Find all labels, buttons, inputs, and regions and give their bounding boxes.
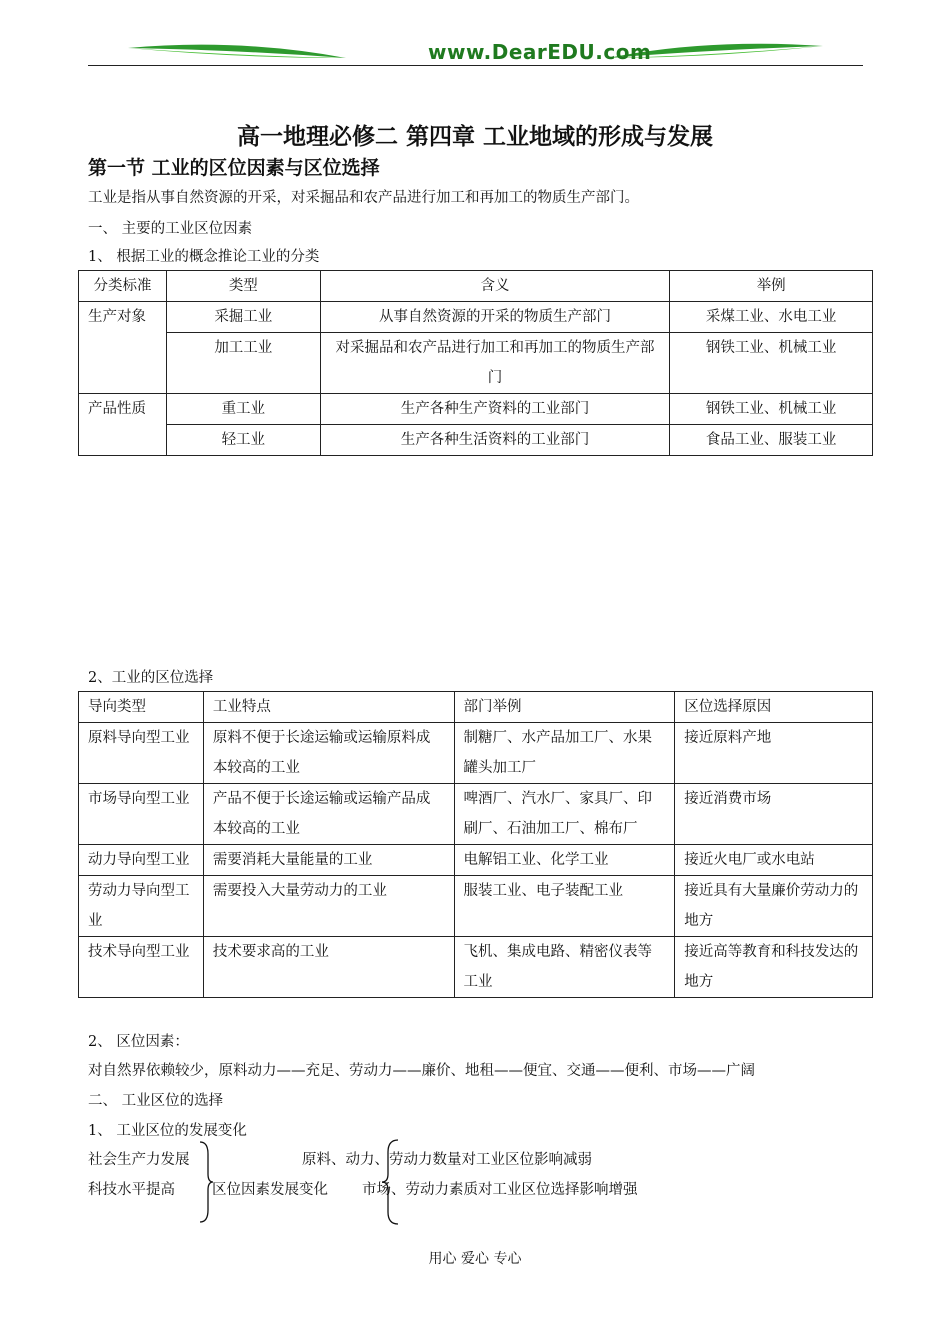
table-header-row (79, 271, 873, 302)
table-cell: 接近原料产地 (675, 723, 873, 784)
table-row (79, 845, 873, 876)
table-cell: 产品不便于长途运输或运输产品成本较高的工业 (203, 784, 454, 845)
table-cell: 劳动力导向型工业 (79, 876, 204, 937)
page-title: 高一地理必修二 第四章 工业地域的形成与发展 (236, 123, 713, 150)
table-cell: 制糖厂、水产品加工厂、水果罐头加工厂 (454, 723, 675, 784)
table-cell: 动力导向型工业 (79, 845, 204, 876)
heading-development-change: 1、 工业区位的发展变化 (88, 1123, 247, 1139)
table-cell: 钢铁工业、机械工业 (670, 394, 873, 425)
table-cell: 对采掘品和农产品进行加工和再加工的物质生产部门 (320, 333, 670, 394)
table-cell: 服装工业、电子装配工业 (454, 876, 675, 937)
table-cell: 接近具有大量廉价劳动力的地方 (675, 876, 873, 937)
intro-paragraph: 工业是指从事自然资源的开采，对采掘品和农产品进行加工和再加工的物质生产部门。 (88, 190, 639, 206)
table-row (79, 876, 873, 937)
table-cell: 技术要求高的工业 (203, 937, 454, 998)
heading-location-choice: 2、工业的区位选择 (88, 670, 214, 686)
table-row (79, 425, 873, 456)
table-cell: 食品工业、服装工业 (670, 425, 873, 456)
heading-location-selection: 二、 工业区位的选择 (88, 1093, 224, 1109)
table-cell: 啤酒厂、汽水厂、家具厂、印刷厂、石油加工厂、棉布厂 (454, 784, 675, 845)
table-cell: 采掘工业 (166, 302, 320, 333)
table-row (79, 333, 873, 394)
table-cell: 钢铁工业、机械工业 (670, 333, 873, 394)
table-header-cell: 工业特点 (203, 692, 454, 723)
table-header-row (79, 692, 873, 723)
group-cell: 产品性质 (79, 394, 167, 456)
table-cell: 采煤工业、水电工业 (670, 302, 873, 333)
table-cell: 生产各种生产资料的工业部门 (320, 394, 670, 425)
table-cell: 需要投入大量劳动力的工业 (203, 876, 454, 937)
table-cell: 原料不便于长途运输或运输原料成本较高的工业 (203, 723, 454, 784)
table-cell: 重工业 (166, 394, 320, 425)
diagram-middle: 区位因素发展变化 (212, 1182, 328, 1198)
table-cell: 技术导向型工业 (79, 937, 204, 998)
diagram-right-top: 原料、动力、劳动力数量对工业区位影响减弱 (302, 1152, 592, 1168)
table-header-cell: 区位选择原因 (675, 692, 873, 723)
table-header-cell: 导向类型 (79, 692, 204, 723)
table-cell: 电解铝工业、化学工业 (454, 845, 675, 876)
table-header-cell: 含义 (320, 271, 670, 302)
table-header-cell: 部门举例 (454, 692, 675, 723)
table-cell: 轻工业 (166, 425, 320, 456)
table-header-cell: 类型 (166, 271, 320, 302)
table-cell: 生产各种生活资料的工业部门 (320, 425, 670, 456)
table-cell: 市场导向型工业 (79, 784, 204, 845)
heading-classification: 1、 根据工业的概念推论工业的分类 (88, 249, 320, 265)
table-cell: 接近火电厂或水电站 (675, 845, 873, 876)
table-cell: 需要消耗大量能量的工业 (203, 845, 454, 876)
page-footer: 用心 爱心 专心 (428, 1251, 522, 1267)
table-cell: 飞机、集成电路、精密仪表等工业 (454, 937, 675, 998)
table-header-cell: 分类标准 (79, 271, 167, 302)
table-cell: 接近消费市场 (675, 784, 873, 845)
location-table (78, 691, 873, 998)
table-row (79, 302, 873, 333)
section-heading: 第一节 工业的区位因素与区位选择 (88, 157, 380, 179)
site-logo: www.DearEDU.com (428, 40, 652, 64)
group-cell: 生产对象 (79, 302, 167, 394)
diagram-left-bottom: 科技水平提高 (88, 1182, 175, 1198)
heading-location-factors: 2、 区位因素： (88, 1034, 189, 1050)
table-cell: 接近高等教育和科技发达的地方 (675, 937, 873, 998)
table-row (79, 394, 873, 425)
table-cell: 原料导向型工业 (79, 723, 204, 784)
diagram-right-bottom: 市场、劳动力素质对工业区位选择影响增强 (362, 1182, 638, 1198)
table-row (79, 784, 873, 845)
classification-table (78, 270, 873, 456)
page-header (88, 36, 863, 68)
table-row (79, 937, 873, 998)
heading-main-factors: 一、 主要的工业区位因素 (88, 221, 253, 237)
table-cell: 加工工业 (166, 333, 320, 394)
diagram-left-top: 社会生产力发展 (88, 1152, 190, 1168)
header-rule (88, 65, 863, 66)
factors-paragraph: 对自然界依赖较少，原料动力——充足、劳动力——廉价、地租——便宜、交通——便利、市场——广阔 (88, 1063, 755, 1079)
table-header-cell: 举例 (670, 271, 873, 302)
table-row (79, 723, 873, 784)
table-cell: 从事自然资源的开采的物质生产部门 (320, 302, 670, 333)
